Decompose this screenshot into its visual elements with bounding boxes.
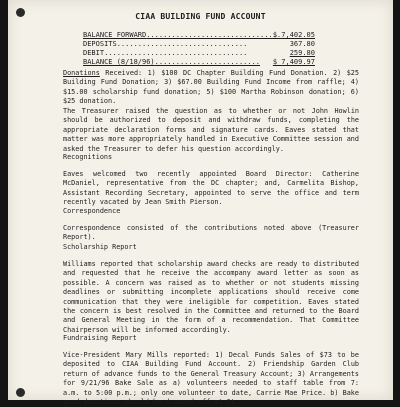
fundraising-heading: Fundraising Report xyxy=(63,334,137,342)
correspondence-paragraph: Correspondence consisted of the contributions noted above (Treasurer Report). xyxy=(63,224,359,242)
account-ledger xyxy=(83,31,315,67)
ledger-value: $ 7,409.97 xyxy=(272,58,315,66)
donations-label: Donations xyxy=(63,69,100,77)
ledger-label: DEPOSITS xyxy=(83,40,117,48)
ledger-label: DEBIT xyxy=(83,49,105,57)
scholarship-heading: Scholarship Report xyxy=(63,243,137,251)
ledger-row: DEBIT.................................. 259.80 xyxy=(83,49,315,57)
ledger-label: BALANCE (8/18/96) xyxy=(83,58,155,66)
ledger-row: BALANCE FORWARD................................ $ 7,402.05 xyxy=(83,31,315,39)
treasurer-paragraph: The Treasurer raised the question as to whether or not John Howlin should be authorized to deposit and withdraw funds, completing the appropriate declaration forms and signature cards. Eaves stated that matter was more appropriately handled in Executive Committee session and asked the Treasurer to defer his question accordingly. xyxy=(63,107,359,153)
fundraising-paragraph: Vice-President Mary Mills reported: 1) Decal Funds Sales of $73 to be deposited to CIAA Building Fund Account. 2) Friendship Garden Club return of advance funds to the General Treasury Account; 3) Arrangements for 9/21/96 Bake Sale as a) volunteers needed to staff table from 7: a.m. to 5:00 p.m.; only one volunteer to date, Carrie Mae Price. b) Bake good donations should be dropped off at St. xyxy=(63,351,359,407)
ledger-row: DEPOSITS............................... 367.80 xyxy=(83,40,315,48)
punch-hole xyxy=(16,388,25,397)
page-title: CIAA BUILDING FUND ACCOUNT xyxy=(135,12,266,21)
donations-paragraph xyxy=(63,69,359,107)
donations-text: Received: 1) $100 DC Chapter Building Fund Donation. 2) $25 Building Fund Donation; 3) $67.00 Building Fund Income from raffle; 4) $15.00 scholarship fund donation; 5) $100 Martha Robinson donation; 6) $25 donation. xyxy=(63,69,359,106)
correspondence-heading: Correspondence xyxy=(63,207,121,215)
ledger-row: BALANCE (8/18/96)......................... $ 7,409.97 xyxy=(83,58,315,66)
recognitions-paragraph: Eaves welcomed two recently appointed Board Director: Catherine McDaniel, representative from the DC chapter; and, Carmelita Bishop, Assistant Recording Secretary, appointed to serve the office and term recently vacated by Jean Smith Pierson. xyxy=(63,170,359,207)
ledger-value: 367.80 xyxy=(289,40,315,48)
document-page xyxy=(8,0,393,407)
ledger-value: 259.80 xyxy=(289,49,315,57)
ledger-value: $ 7,402.05 xyxy=(272,31,315,39)
ledger-label: BALANCE FORWARD xyxy=(83,31,147,39)
scholarship-paragraph: Williams reported that scholarship award checks are ready to distributed and requested that he receive the accompany award letter as soon as possible. A concern was raised as to whether or not students missing deadlines or submitting incomplete applications should receive come communication that they were ineligible for competition. Eaves stated the concern is best resolved in the Committee and returned to the Board and General Meeting in the form of a recommendation. That Committee Chairperson will be informed accordingly. xyxy=(63,260,359,334)
recognitions-heading: Recognitions xyxy=(63,153,113,161)
